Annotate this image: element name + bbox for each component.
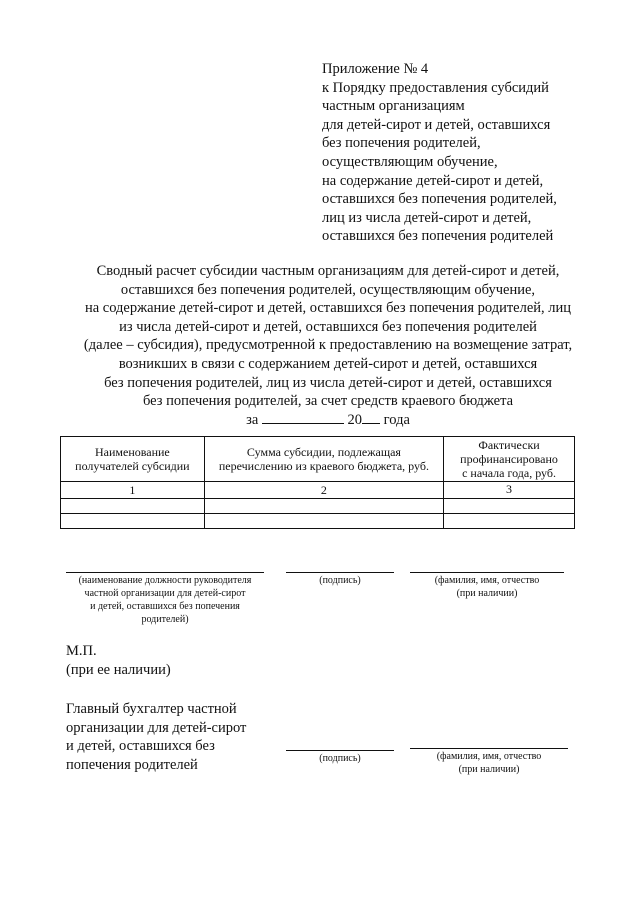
title-line: возникших в связи с содержанием детей-сирот и детей, оставшихся [118,355,538,372]
name-line-head[interactable] [410,572,564,573]
column-number: 2 [204,482,443,499]
table-number-row [61,482,575,499]
document-title [40,262,616,429]
title-line: без попечения родителей, за счет средств краевого бюджета [142,393,514,410]
annex-line: к Порядку предоставления субсидий [322,79,549,96]
annex-line: на содержание детей-сирот и детей, [322,172,544,189]
stamp-block [66,642,171,679]
signature-line-head[interactable] [286,572,394,573]
accountant-title: Главный бухгалтер частной организации для детей-сирот и детей, оставшихся без попечения родителей [66,701,247,773]
signature-caption-head: (подпись) [319,575,361,586]
name-caption-accountant: (фамилия, имя, отчество (при наличии) [436,751,542,775]
position-caption: (наименование должности руководителя частной организации для детей-сирот и детей, оставшихся без попечения родителей) [78,575,252,625]
header-subsidy-amount: Сумма субсидии, подлежащая перечислению из краевого бюджета, руб. [204,437,443,482]
name-line-accountant[interactable] [410,748,568,749]
table-cell[interactable] [61,514,205,529]
title-line: (далее – субсидия), предусмотренной к предоставлению на возмещение затрат, [83,337,573,354]
table-cell[interactable] [61,499,205,514]
annex-line: без попечения родителей, [322,135,481,152]
annex-header [322,60,622,246]
table-row [61,499,575,514]
header-recipient: Наименование получателей субсидии [61,437,205,482]
period-year-prefix: 20 [347,411,363,428]
title-line: Сводный расчет субсидии частным организациям для детей-сирот и детей, [96,263,560,279]
annex-line: для детей-сирот и детей, оставшихся [322,116,551,133]
period-line [40,411,616,430]
column-number: 3 [444,482,575,499]
period-prefix: за [246,411,259,428]
stamp-label: М.П. [66,643,97,659]
annex-line: Приложение № 4 [322,61,429,77]
period-suffix: года [383,411,410,428]
signature-line-accountant[interactable] [286,750,394,751]
header-financed: Фактически профинансировано с начала года, руб. [444,437,575,482]
table-row [61,514,575,529]
annex-line: оставшихся без попечения родителей [322,228,554,245]
position-line[interactable] [66,572,264,573]
table-cell[interactable] [444,499,575,514]
title-line: оставшихся без попечения родителей, осуществляющим обучение, [120,281,536,298]
table-cell[interactable] [204,514,443,529]
title-line: без попечения родителей, лиц из числа детей-сирот и детей, оставшихся [104,374,552,391]
column-number: 1 [61,482,205,499]
period-blank-field[interactable] [262,411,344,424]
annex-line: частным организациям [322,98,465,115]
table-cell[interactable] [444,514,575,529]
name-caption-head: (фамилия, имя, отчество (при наличии) [434,575,540,599]
subsidy-table [60,436,575,529]
table-header-row [61,437,575,482]
title-line: на содержание детей-сирот и детей, оставшихся без попечения родителей, лиц [84,300,572,317]
period-year-blank-field[interactable] [362,411,380,424]
title-line: из числа детей-сирот и детей, оставшихся без попечения родителей [119,318,537,335]
annex-line: осуществляющим обучение, [322,153,498,170]
signature-caption-accountant: (подпись) [319,753,361,764]
annex-line: оставшихся без попечения родителей, [322,191,557,208]
annex-line: лиц из числа детей-сирот и детей, [322,209,532,226]
stamp-note: (при ее наличии) [66,661,171,678]
table-cell[interactable] [204,499,443,514]
